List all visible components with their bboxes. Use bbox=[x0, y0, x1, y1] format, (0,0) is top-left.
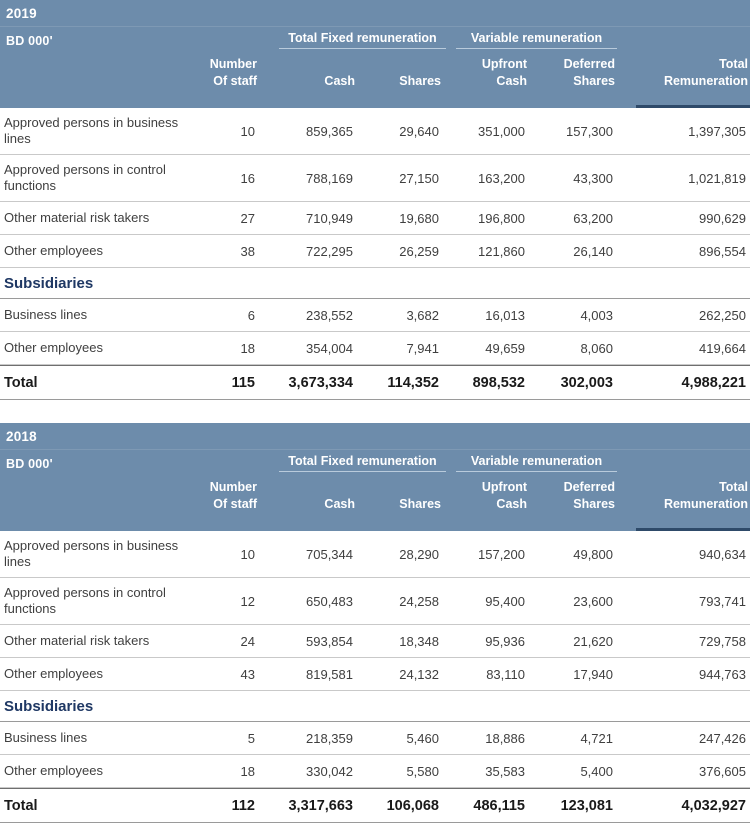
cell-upfront-cash: 351,000 bbox=[478, 123, 525, 139]
cell-staff: 24 bbox=[240, 633, 255, 649]
group-header-variable-remuneration: Variable remuneration bbox=[456, 454, 617, 472]
cell-staff: 43 bbox=[240, 666, 255, 682]
group-header-total-fixed-remuneration: Total Fixed remuneration bbox=[279, 454, 446, 472]
remuneration-table-2019 bbox=[0, 0, 750, 400]
column-header-line2: Shares bbox=[573, 497, 615, 511]
section-subheading-subsidiaries bbox=[0, 691, 750, 722]
cell-total-remuneration: 376,605 bbox=[699, 763, 746, 779]
cell-deferred-shares: 5,400 bbox=[580, 763, 613, 779]
cell-upfront-cash: 121,860 bbox=[478, 243, 525, 259]
table-row bbox=[0, 332, 750, 365]
subheading-label: Subsidiaries bbox=[4, 274, 94, 292]
cell-fixed-shares: 24,258 bbox=[399, 593, 439, 609]
column-header-line1: Total bbox=[719, 480, 748, 494]
total-column-accent-rule bbox=[636, 528, 750, 531]
cell-staff: 112 bbox=[231, 797, 255, 814]
table-body-2019 bbox=[0, 108, 750, 400]
column-header-number-of-staff bbox=[137, 56, 257, 90]
column-header-line2: Shares bbox=[399, 497, 441, 511]
cell-fixed-cash: 819,581 bbox=[306, 666, 353, 682]
cell-fixed-shares: 27,150 bbox=[399, 170, 439, 186]
column-header-line1: Deferred bbox=[563, 57, 615, 71]
column-header-line2: Shares bbox=[573, 74, 615, 88]
cell-total-remuneration: 419,664 bbox=[699, 340, 746, 356]
cell-total-remuneration: 262,250 bbox=[699, 307, 746, 323]
table-row bbox=[0, 722, 750, 755]
cell-fixed-cash: 593,854 bbox=[306, 633, 353, 649]
row-label: Approved persons in business lines bbox=[4, 115, 179, 146]
cell-staff: 115 bbox=[231, 374, 255, 391]
cell-deferred-shares: 4,721 bbox=[580, 730, 613, 746]
cell-total-remuneration: 940,634 bbox=[699, 546, 746, 562]
cell-fixed-shares: 19,680 bbox=[399, 210, 439, 226]
row-label: Other employees bbox=[4, 666, 103, 681]
header-columns-2019 bbox=[0, 27, 750, 108]
table-body-2018 bbox=[0, 531, 750, 823]
table-row bbox=[0, 299, 750, 332]
cell-total-remuneration: 4,032,927 bbox=[681, 797, 746, 814]
cell-fixed-shares: 28,290 bbox=[399, 546, 439, 562]
table-header-2019 bbox=[0, 0, 750, 108]
cell-staff: 27 bbox=[240, 210, 255, 226]
section-subheading-subsidiaries bbox=[0, 268, 750, 299]
cell-staff: 12 bbox=[240, 593, 255, 609]
year-label: 2018 bbox=[6, 428, 37, 444]
group-header-total-fixed-remuneration: Total Fixed remuneration bbox=[279, 31, 446, 49]
cell-fixed-cash: 710,949 bbox=[306, 210, 353, 226]
cell-upfront-cash: 16,013 bbox=[485, 307, 525, 323]
cell-fixed-cash: 218,359 bbox=[306, 730, 353, 746]
table-row bbox=[0, 155, 750, 202]
cell-total-remuneration: 4,988,221 bbox=[681, 374, 746, 391]
cell-staff: 10 bbox=[240, 123, 255, 139]
row-label: Business lines bbox=[4, 307, 88, 322]
row-label: Approved persons in business lines bbox=[4, 538, 179, 569]
header-columns-2018 bbox=[0, 450, 750, 531]
cell-upfront-cash: 49,659 bbox=[485, 340, 525, 356]
cell-total-remuneration: 896,554 bbox=[699, 243, 746, 259]
column-header-line2: Shares bbox=[399, 74, 441, 88]
cell-fixed-shares: 114,352 bbox=[387, 374, 439, 391]
cell-total-remuneration: 793,741 bbox=[699, 593, 746, 609]
column-header-number-of-staff bbox=[137, 479, 257, 513]
cell-staff: 18 bbox=[240, 340, 255, 356]
column-header-line2: Cash bbox=[324, 74, 355, 88]
cell-fixed-shares: 26,259 bbox=[399, 243, 439, 259]
row-label: Other material risk takers bbox=[4, 633, 150, 648]
column-header-line2: Cash bbox=[496, 74, 527, 88]
table-row bbox=[0, 578, 750, 625]
cell-fixed-cash: 788,169 bbox=[306, 170, 353, 186]
cell-fixed-cash: 330,042 bbox=[306, 763, 353, 779]
cell-fixed-shares: 5,580 bbox=[406, 763, 439, 779]
cell-total-remuneration: 729,758 bbox=[699, 633, 746, 649]
table-separator-gap bbox=[0, 400, 750, 423]
cell-deferred-shares: 63,200 bbox=[573, 210, 613, 226]
column-header-line2: Cash bbox=[496, 497, 527, 511]
group-header-variable-remuneration: Variable remuneration bbox=[456, 31, 617, 49]
year-label: 2019 bbox=[6, 5, 37, 21]
cell-fixed-shares: 5,460 bbox=[406, 730, 439, 746]
table-row bbox=[0, 202, 750, 235]
cell-deferred-shares: 123,081 bbox=[560, 797, 613, 814]
row-label: Business lines bbox=[4, 730, 88, 745]
cell-fixed-cash: 859,365 bbox=[306, 123, 353, 139]
row-label: Approved persons in control functions bbox=[4, 162, 166, 193]
column-header-line2: Of staff bbox=[213, 497, 257, 511]
cell-fixed-shares: 3,682 bbox=[406, 307, 439, 323]
cell-fixed-cash: 722,295 bbox=[306, 243, 353, 259]
cell-upfront-cash: 83,110 bbox=[486, 666, 525, 682]
cell-deferred-shares: 23,600 bbox=[573, 593, 613, 609]
remuneration-table-2018 bbox=[0, 423, 750, 823]
cell-staff: 16 bbox=[240, 170, 255, 186]
row-label: Other material risk takers bbox=[4, 210, 150, 225]
cell-upfront-cash: 35,583 bbox=[485, 763, 525, 779]
column-header-line1: Upfront bbox=[481, 480, 527, 494]
table-row bbox=[0, 625, 750, 658]
row-label: Total bbox=[4, 797, 38, 814]
cell-total-remuneration: 1,021,819 bbox=[688, 170, 746, 186]
column-header-total-remuneration bbox=[588, 479, 748, 513]
cell-total-remuneration: 944,763 bbox=[699, 666, 746, 682]
cell-fixed-shares: 24,132 bbox=[399, 666, 439, 682]
total-column-accent-rule bbox=[636, 105, 750, 108]
row-label: Other employees bbox=[4, 340, 103, 355]
cell-fixed-shares: 18,348 bbox=[399, 633, 439, 649]
cell-deferred-shares: 4,003 bbox=[580, 307, 613, 323]
column-header-line2: Remuneration bbox=[663, 497, 748, 511]
column-header-line2: Cash bbox=[324, 497, 355, 511]
cell-staff: 18 bbox=[240, 763, 255, 779]
cell-deferred-shares: 49,800 bbox=[573, 546, 613, 562]
unit-label: BD 000' bbox=[6, 34, 53, 48]
cell-fixed-shares: 29,640 bbox=[399, 123, 439, 139]
table-total-row bbox=[0, 788, 750, 823]
column-header-line1: Number bbox=[209, 480, 257, 494]
table-row bbox=[0, 235, 750, 268]
cell-fixed-cash: 238,552 bbox=[306, 307, 353, 323]
year-band-2018 bbox=[0, 423, 750, 450]
cell-upfront-cash: 486,115 bbox=[473, 797, 525, 814]
table-row bbox=[0, 658, 750, 691]
cell-staff: 38 bbox=[240, 243, 255, 259]
row-label: Total bbox=[4, 374, 38, 391]
table-total-row bbox=[0, 365, 750, 400]
cell-deferred-shares: 157,300 bbox=[566, 123, 613, 139]
cell-total-remuneration: 247,426 bbox=[699, 730, 746, 746]
cell-total-remuneration: 990,629 bbox=[699, 210, 746, 226]
row-label: Other employees bbox=[4, 763, 103, 778]
cell-fixed-cash: 650,483 bbox=[306, 593, 353, 609]
unit-label: BD 000' bbox=[6, 457, 53, 471]
cell-total-remuneration: 1,397,305 bbox=[688, 123, 746, 139]
row-label: Other employees bbox=[4, 243, 103, 258]
column-header-line1: Number bbox=[209, 57, 257, 71]
cell-fixed-shares: 106,068 bbox=[386, 797, 439, 814]
cell-deferred-shares: 302,003 bbox=[560, 374, 613, 391]
column-header-total-remuneration bbox=[588, 56, 748, 90]
cell-fixed-cash: 3,317,663 bbox=[288, 797, 353, 814]
cell-upfront-cash: 18,886 bbox=[485, 730, 525, 746]
column-header-line2: Of staff bbox=[213, 74, 257, 88]
cell-upfront-cash: 196,800 bbox=[478, 210, 525, 226]
table-header-2018 bbox=[0, 423, 750, 531]
cell-deferred-shares: 17,940 bbox=[573, 666, 613, 682]
column-header-line1: Upfront bbox=[481, 57, 527, 71]
table-row bbox=[0, 755, 750, 788]
cell-staff: 6 bbox=[247, 307, 255, 323]
cell-upfront-cash: 157,200 bbox=[478, 546, 525, 562]
cell-fixed-cash: 354,004 bbox=[306, 340, 353, 356]
cell-fixed-shares: 7,941 bbox=[406, 340, 439, 356]
cell-upfront-cash: 898,532 bbox=[472, 374, 525, 391]
table-row bbox=[0, 531, 750, 578]
cell-deferred-shares: 26,140 bbox=[573, 243, 613, 259]
row-label: Approved persons in control functions bbox=[4, 585, 166, 616]
subheading-label: Subsidiaries bbox=[4, 697, 94, 715]
column-header-line2: Remuneration bbox=[663, 74, 748, 88]
cell-fixed-cash: 705,344 bbox=[306, 546, 353, 562]
cell-deferred-shares: 21,620 bbox=[573, 633, 613, 649]
column-header-line1: Total bbox=[719, 57, 748, 71]
cell-staff: 10 bbox=[240, 546, 255, 562]
cell-upfront-cash: 163,200 bbox=[478, 170, 525, 186]
cell-upfront-cash: 95,400 bbox=[485, 593, 525, 609]
cell-fixed-cash: 3,673,334 bbox=[288, 374, 353, 391]
year-band-2019 bbox=[0, 0, 750, 27]
cell-staff: 5 bbox=[247, 730, 255, 746]
cell-upfront-cash: 95,936 bbox=[485, 633, 525, 649]
cell-deferred-shares: 43,300 bbox=[573, 170, 613, 186]
column-header-line1: Deferred bbox=[563, 480, 615, 494]
table-row bbox=[0, 108, 750, 155]
cell-deferred-shares: 8,060 bbox=[580, 340, 613, 356]
